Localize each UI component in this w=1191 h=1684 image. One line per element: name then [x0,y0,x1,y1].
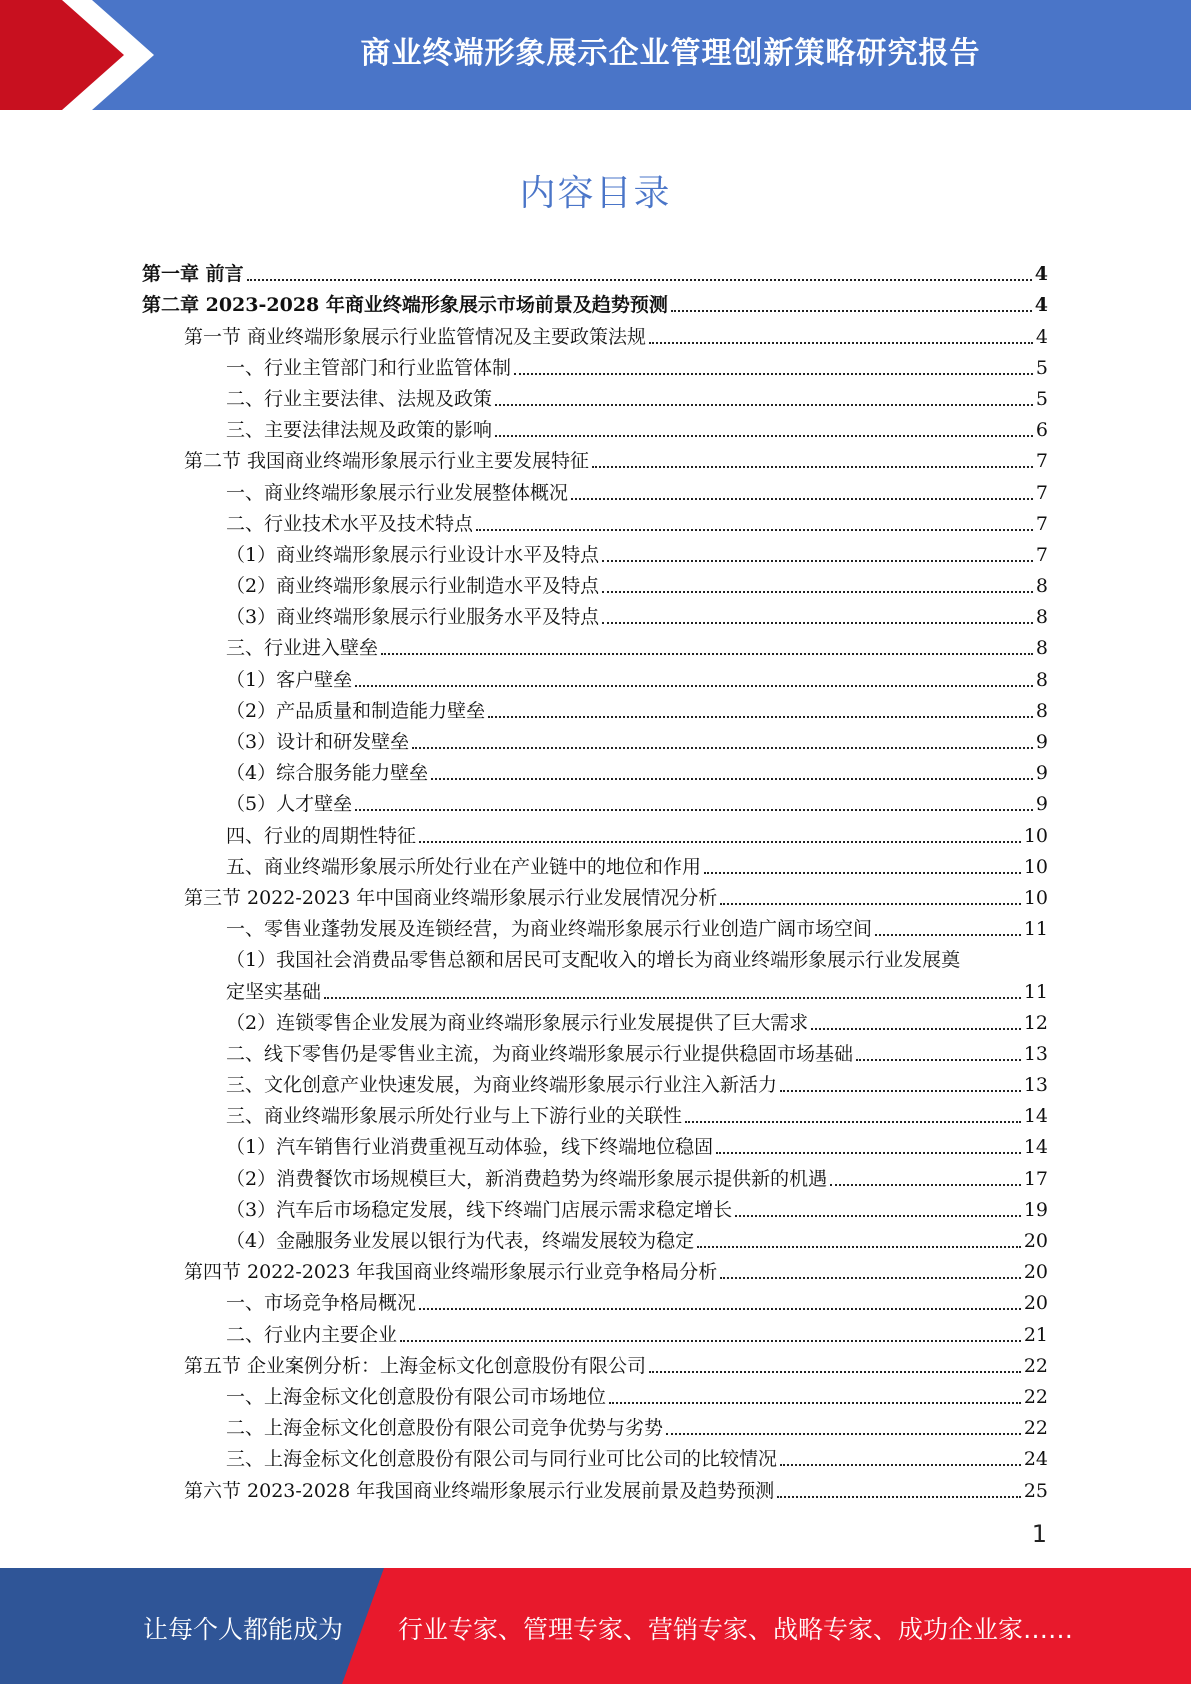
toc-entry[interactable]: 一、零售业蓬勃发展及连锁经营，为商业终端形象展示行业创造广阔市场空间 11 [226,918,1048,941]
page-number: 1 [1031,1520,1047,1548]
toc-entry[interactable]: 一、商业终端形象展示行业发展整体概况 7 [226,481,1048,504]
toc-entry[interactable]: 第六节 2023-2028 年我国商业终端形象展示行业发展前景及趋势预测 25 [184,1479,1048,1502]
report-title: 商业终端形象展示企业管理创新策略研究报告 [360,36,981,71]
toc-entry[interactable]: （2）连锁零售企业发展为商业终端形象展示行业发展提供了巨大需求 12 [226,1011,1048,1034]
footer-banner [0,1568,1191,1684]
toc-entry[interactable]: （2）产品质量和制造能力壁垒 8 [226,699,1048,722]
toc-entry[interactable]: 二、行业主要法律、法规及政策 5 [226,387,1048,410]
toc-entry[interactable]: 二、行业技术水平及技术特点 7 [226,512,1048,535]
toc-entry[interactable]: 三、主要法律法规及政策的影响 6 [226,419,1048,442]
toc-entry[interactable]: 第二章 2023-2028 年商业终端形象展示市场前景及趋势预测 4 [142,294,1048,317]
toc-entry[interactable]: 一、市场竞争格局概况 20 [226,1292,1048,1315]
toc-entry[interactable]: （1）客户壁垒 8 [226,668,1048,691]
toc-entry[interactable]: （1）汽车销售行业消费重视互动体验，线下终端地位稳固 14 [226,1136,1048,1159]
toc-entry[interactable]: （2）商业终端形象展示行业制造水平及特点 8 [226,575,1048,598]
toc-entry[interactable]: 四、行业的周期性特征 10 [226,824,1048,847]
toc-entry[interactable]: 三、行业进入壁垒 8 [226,637,1048,660]
toc-entry[interactable]: 第一章 前言 4 [142,263,1048,286]
footer-slogan-right: 行业专家、管理专家、营销专家、战略专家、成功企业家…… [398,1615,1074,1644]
toc-entry[interactable]: （3）商业终端形象展示行业服务水平及特点 8 [226,606,1048,629]
toc-entry[interactable]: 二、线下零售仍是零售业主流，为商业终端形象展示行业提供稳固市场基础 13 [226,1042,1048,1065]
toc-entry[interactable]: 一、上海金标文化创意股份有限公司市场地位 22 [226,1385,1048,1408]
toc-entry[interactable]: （5）人才壁垒 9 [226,793,1048,816]
toc-heading: 内容目录 [519,173,672,214]
toc-entry-continued[interactable]: 定坚实基础 11 [226,980,1048,1003]
toc-entry[interactable]: （3）设计和研发壁垒 9 [226,731,1048,753]
table-of-contents [142,255,1048,1503]
toc-entry[interactable]: 五、商业终端形象展示所处行业在产业链中的地位和作用 10 [226,855,1048,878]
toc-entry[interactable]: 第四节 2022-2023 年我国商业终端形象展示行业竞争格局分析 20 [184,1261,1048,1284]
toc-entry[interactable]: 三、上海金标文化创意股份有限公司与同行业可比公司的比较情况 24 [226,1448,1048,1471]
toc-entry[interactable]: （4）综合服务能力壁垒 9 [226,762,1048,785]
toc-entry[interactable]: 第一节 商业终端形象展示行业监管情况及主要政策法规 4 [184,325,1048,348]
toc-entry[interactable]: （2）消费餐饮市场规模巨大，新消费趋势为终端形象展示提供新的机遇 17 [226,1167,1048,1190]
header-banner [0,0,1191,110]
toc-entry[interactable]: 第三节 2022-2023 年中国商业终端形象展示行业发展情况分析 10 [184,886,1048,909]
toc-entry[interactable]: （4）金融服务业发展以银行为代表，终端发展较为稳定 20 [226,1230,1048,1252]
toc-entry[interactable]: 二、上海金标文化创意股份有限公司竞争优势与劣势 22 [226,1417,1048,1440]
toc-entry[interactable]: 三、商业终端形象展示所处行业与上下游行业的关联性 14 [226,1105,1048,1128]
toc-entry[interactable]: （1）我国社会消费品零售总额和居民可支配收入的增长为商业终端形象展示行业发展奠 [226,949,961,972]
toc-entry[interactable]: 三、文化创意产业快速发展，为商业终端形象展示行业注入新活力 13 [226,1074,1048,1097]
toc-entry[interactable]: 一、行业主管部门和行业监管体制 5 [226,356,1048,379]
toc-entry[interactable]: （1）商业终端形象展示行业设计水平及特点 7 [226,543,1048,566]
toc-entry[interactable]: 二、行业内主要企业 21 [226,1323,1048,1346]
toc-entry[interactable]: 第五节 企业案例分析：上海金标文化创意股份有限公司 22 [184,1354,1048,1377]
toc-entry[interactable]: （3）汽车后市场稳定发展，线下终端门店展示需求稳定增长 19 [226,1198,1048,1221]
toc-entry[interactable]: 第二节 我国商业终端形象展示行业主要发展特征 7 [184,450,1048,473]
footer-slogan-left: 让每个人都能成为 [143,1615,344,1644]
